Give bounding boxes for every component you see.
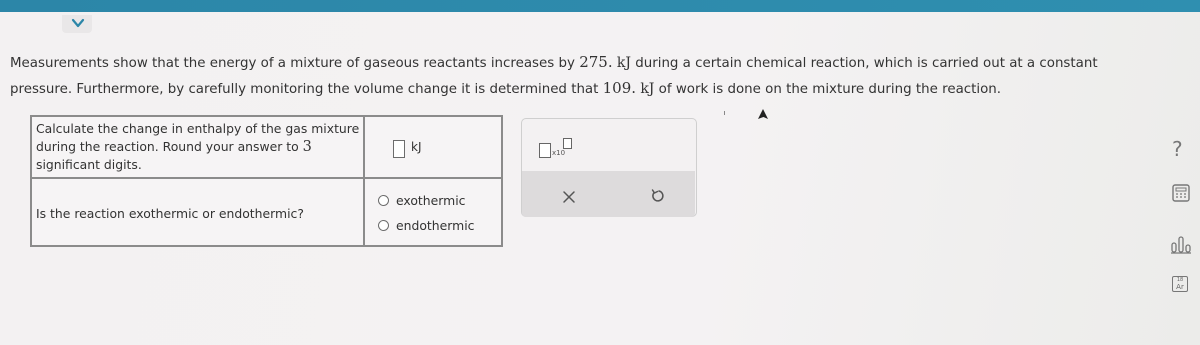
energy-unit: kJ: [616, 55, 631, 71]
chevron-down-icon: [71, 17, 85, 29]
option-endothermic[interactable]: endothermic: [378, 218, 474, 233]
undo-icon: [650, 188, 666, 204]
work-unit: kJ: [640, 81, 655, 97]
question-enthalpy: Calculate the change in enthalpy of the gas mixture during the reaction. Round your answer to 3 significant digits.: [36, 121, 360, 172]
clear-button[interactable]: [562, 189, 576, 208]
stray-mark: [724, 111, 725, 115]
tools-action-bar: [522, 171, 695, 217]
radio-exothermic[interactable]: [378, 195, 389, 206]
radio-endothermic[interactable]: [378, 220, 389, 231]
collapse-button[interactable]: [62, 15, 92, 33]
sig-digits: 3: [302, 139, 312, 155]
exponent-box: [563, 138, 572, 149]
option-exothermic[interactable]: exothermic: [378, 193, 465, 208]
table-divider-horizontal: [32, 177, 501, 179]
bar-chart-icon[interactable]: [1170, 233, 1192, 255]
help-button[interactable]: ?: [1172, 137, 1183, 161]
answer-tools-panel: [521, 118, 697, 217]
problem-text-4: of work is done on the mixture during the reaction.: [654, 82, 1002, 97]
x10-label: x10: [552, 149, 566, 157]
periodic-table-label: Ar: [1176, 283, 1184, 291]
problem-text-1: Measurements show that the energy of a mixture of gaseous reactants increases by: [10, 56, 580, 71]
periodic-table-button[interactable]: 18 Ar: [1172, 276, 1188, 292]
top-bar: [0, 0, 1200, 12]
mantissa-box: [539, 143, 551, 158]
question-exo-endo: Is the reaction exothermic or endothermic?: [36, 206, 304, 221]
table-divider-vertical: [363, 117, 365, 245]
answer-unit: kJ: [411, 140, 422, 154]
problem-text-3: pressure. Furthermore, by carefully monitoring the volume change it is determined that: [10, 82, 603, 97]
problem-text-2: during a certain chemical reaction, which is carried out at a constant: [630, 56, 1098, 71]
work-value: 109.: [602, 79, 637, 97]
scientific-notation-button[interactable]: [539, 138, 583, 160]
enthalpy-answer-input[interactable]: [393, 140, 405, 158]
undo-button[interactable]: [650, 188, 666, 208]
mouse-cursor-icon: [757, 109, 769, 123]
close-icon: [562, 190, 576, 204]
energy-value: 275.: [579, 53, 613, 71]
problem-statement: [10, 50, 1160, 102]
calculator-icon[interactable]: [1172, 184, 1190, 202]
